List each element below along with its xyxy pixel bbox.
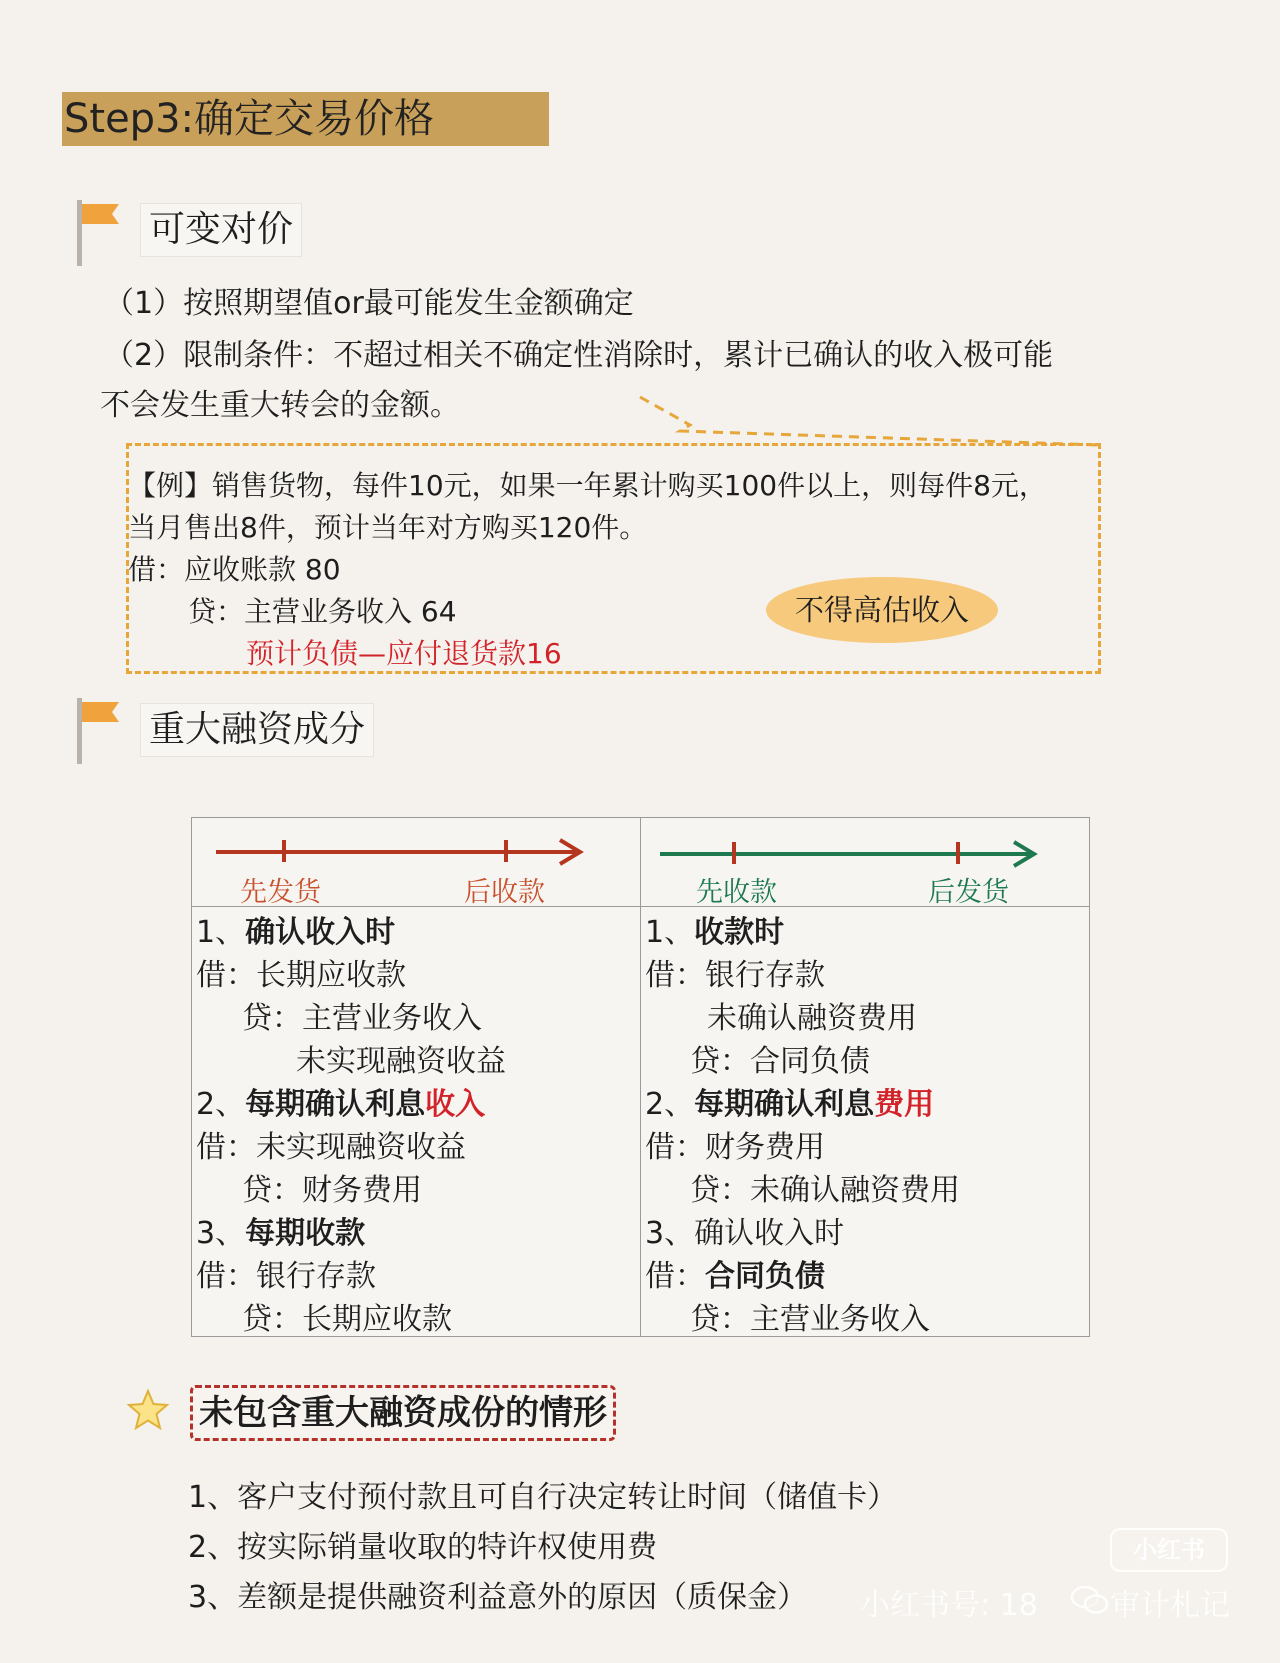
left-step-2: 2、每期确认利息收入 (196, 1087, 486, 1122)
list-item-1: 1、客户支付预付款且可自行决定转让时间（储值卡） (188, 1480, 898, 1515)
example-line-liability: 预计负债—应付退货款16 (246, 637, 562, 670)
left-line: 贷：主营业务收入 (242, 1001, 482, 1036)
left-line: 借：长期应收款 (196, 958, 406, 993)
star-icon (126, 1388, 170, 1436)
left-line: 借：银行存款 (196, 1259, 376, 1294)
right-line: 贷：主营业务收入 (690, 1302, 930, 1337)
left-step-3: 3、每期收款 (196, 1216, 366, 1251)
left-line: 未实现融资收益 (296, 1044, 506, 1079)
watermark-wechat: 审计札记 (1110, 1588, 1230, 1623)
timeline-arrow-left (214, 832, 594, 872)
right-line: 未确认融资费用 (707, 1001, 917, 1036)
right-line: 借：财务费用 (645, 1130, 825, 1165)
callout-pointer (630, 395, 1100, 447)
example-line-credit: 贷：主营业务收入 64 (188, 595, 457, 628)
left-line: 贷：长期应收款 (242, 1302, 452, 1337)
section-heading-financing-component: 重大融资成分 (140, 703, 374, 757)
left-line: 贷：财务费用 (242, 1173, 422, 1208)
flag-icon (76, 200, 126, 266)
table-divider (640, 818, 641, 1336)
right-step-1: 1、收款时 (645, 915, 785, 950)
arrow-label-collect-first: 先收款 (696, 877, 777, 908)
financing-table (191, 817, 1090, 1337)
flag-icon (76, 698, 126, 764)
right-line: 贷：未确认融资费用 (690, 1173, 960, 1208)
arrow-label-ship-later: 后发货 (928, 877, 1009, 908)
example-line-debit: 借：应收账款 80 (128, 553, 341, 586)
wechat-icon (1070, 1584, 1110, 1620)
step-title: Step3:确定交易价格 (62, 92, 549, 146)
right-step-contract-liability: 借：合同负债 (645, 1259, 825, 1294)
watermark-badge: 小红书 (1110, 1528, 1228, 1572)
left-step-1: 1、确认收入时 (196, 915, 396, 950)
left-line: 借：未实现融资收益 (196, 1130, 466, 1165)
example-line-1: 【例】销售货物，每件10元，如果一年累计购买100件以上，则每件8元， (128, 469, 1047, 502)
right-line: 3、确认收入时 (645, 1216, 845, 1251)
section-heading-no-financing: 未包含重大融资成份的情形 (190, 1385, 616, 1441)
list-item-3: 3、差额是提供融资利益意外的原因（质保金） (188, 1580, 808, 1615)
watermark-account: 小红书号: 18 (860, 1588, 1038, 1623)
paragraph-item-2: （2）限制条件：不超过相关不确定性消除时，累计已确认的收入极可能 (104, 338, 1054, 373)
arrow-label-ship-first: 先发货 (240, 877, 321, 908)
right-line: 借：银行存款 (645, 958, 825, 993)
section-heading-variable-consideration: 可变对价 (140, 203, 302, 257)
paragraph-item-1: （1）按照期望值or最可能发生金额确定 (104, 286, 634, 321)
paragraph-item-2-cont: 不会发生重大转会的金额。 (100, 388, 460, 423)
arrow-label-collect-later: 后收款 (464, 877, 545, 908)
list-item-2: 2、按实际销量收取的特许权使用费 (188, 1530, 658, 1565)
warning-badge: 不得高估收入 (766, 577, 998, 643)
timeline-arrow-right (658, 834, 1048, 874)
example-line-2: 当月售出8件，预计当年对方购买120件。 (128, 511, 648, 544)
right-step-2: 2、每期确认利息费用 (645, 1087, 935, 1122)
right-line: 贷：合同负债 (690, 1044, 870, 1079)
